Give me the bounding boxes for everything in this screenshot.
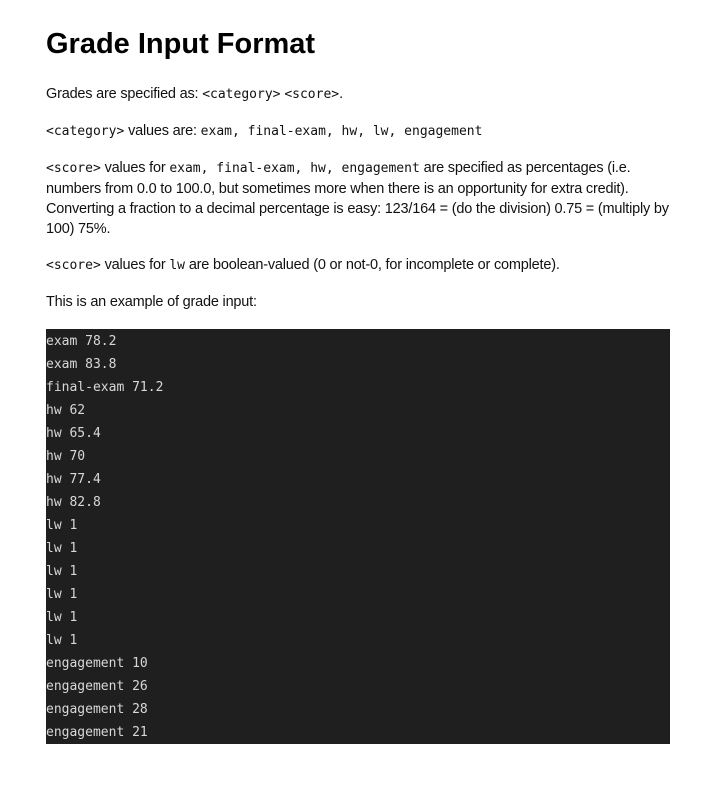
code-line: hw 77.4: [46, 472, 101, 487]
code-line: lw 1: [46, 564, 78, 579]
category-code: <category>: [46, 124, 125, 139]
code-line: hw 82.8: [46, 495, 101, 510]
category-values-text: values are:: [124, 123, 201, 139]
score-text-1: values for: [100, 160, 170, 176]
format-text: Grades are specified as:: [46, 86, 203, 102]
example-intro: This is an example of grade input:: [46, 294, 257, 310]
boolean-text-2: are boolean-valued (0 or not-0, for incomplete or complete).: [184, 257, 560, 273]
code-line: engagement 26: [46, 679, 148, 694]
score-code: <score>: [284, 87, 340, 102]
score-code: <score>: [46, 258, 101, 273]
score-code: <score>: [46, 161, 101, 176]
category-values-paragraph: [46, 121, 670, 142]
category-code: <category>: [202, 87, 281, 102]
document-page: [46, 0, 670, 744]
percentage-categories-code: exam, final-exam, hw, engagement: [169, 161, 420, 176]
code-line: hw 65.4: [46, 426, 101, 441]
format-end: .: [339, 86, 343, 102]
code-line: lw 1: [46, 633, 78, 648]
example-code-block: [46, 329, 670, 744]
score-boolean-paragraph: [46, 255, 670, 276]
code-line: final-exam 71.2: [46, 380, 164, 395]
format-description: [46, 84, 670, 105]
page-title: Grade Input Format: [46, 28, 316, 60]
code-line: lw 1: [46, 610, 78, 625]
code-line: lw 1: [46, 518, 78, 533]
code-line: lw 1: [46, 587, 78, 602]
code-line: lw 1: [46, 541, 78, 556]
code-line: exam 83.8: [46, 357, 117, 372]
code-line: engagement 10: [46, 656, 148, 671]
score-percentage-paragraph: [46, 158, 670, 239]
lw-code: lw: [169, 258, 185, 273]
code-line: hw 70: [46, 449, 86, 464]
code-line: engagement 28: [46, 702, 148, 717]
code-line: exam 78.2: [46, 334, 117, 349]
boolean-text-1: values for: [100, 257, 170, 273]
code-line: engagement 21: [46, 725, 148, 740]
code-line: hw 62: [46, 403, 86, 418]
category-values-code: exam, final-exam, hw, lw, engagement: [200, 124, 483, 139]
score-text-2: are specified as percentages (i.e. numbers from 0.0 to 100.0, but sometimes more when there is an opportunity for extra credit). Converting a fraction to a decimal percentage is easy: 123/164 = (do the division) 0.75 = (multiply by 100) 75%.: [46, 160, 669, 237]
